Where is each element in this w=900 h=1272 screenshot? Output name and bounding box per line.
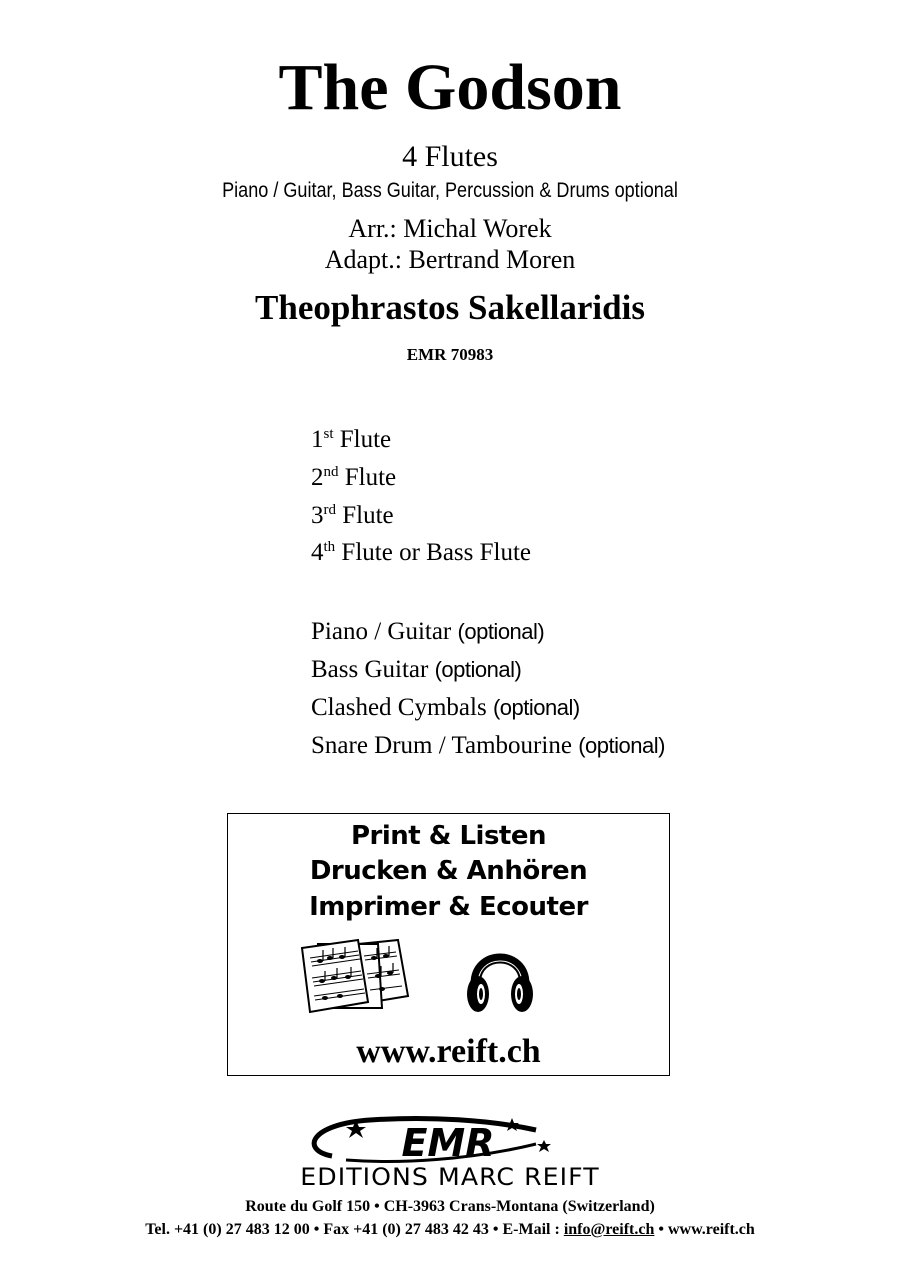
part-number: 3 xyxy=(311,502,324,529)
part-ordinal: rd xyxy=(323,502,336,518)
part-ordinal: st xyxy=(323,426,334,442)
contact-line: Tel. +41 (0) 27 483 12 00 • Fax +41 (0) 27 483 42 43 • E-Mail : info@reift.ch • www.reift.ch xyxy=(145,1221,755,1238)
part-bass-guitar xyxy=(311,655,521,685)
telephone: Tel. +41 (0) 27 483 12 00 xyxy=(145,1221,310,1238)
part-name: Bass Guitar xyxy=(311,656,429,683)
promo-website-link[interactable]: www.reift.ch xyxy=(356,1033,541,1070)
part-name: Clashed Cymbals xyxy=(311,694,487,721)
part-flute-3 xyxy=(311,501,394,531)
optional-note: (optional) xyxy=(492,695,580,720)
email-label: E-Mail : xyxy=(502,1221,560,1238)
optional-note: (optional) xyxy=(578,733,665,758)
part-ordinal: th xyxy=(323,539,336,555)
emr-logo xyxy=(300,1110,600,1166)
composer: Theophrastos Sakellaridis xyxy=(255,288,645,327)
part-flute-4 xyxy=(311,538,531,568)
instrumentation: 4 Flutes xyxy=(402,140,498,173)
part-flute-2 xyxy=(311,463,396,493)
publisher-name: EDITIONS MARC REIFT xyxy=(300,1163,600,1191)
fax: Fax +41 (0) 27 483 42 43 xyxy=(323,1221,489,1238)
promo-line-french: Imprimer & Ecouter xyxy=(309,892,588,922)
part-name: Flute or Bass Flute xyxy=(341,539,532,566)
website-link[interactable]: www.reift.ch xyxy=(668,1221,755,1238)
publisher-address: Route du Golf 150 • CH-3963 Crans-Montana (Switzerland) xyxy=(245,1198,655,1215)
email-link[interactable]: info@reift.ch xyxy=(563,1221,655,1238)
part-flute-1 xyxy=(311,425,391,455)
part-name: Snare Drum / Tambourine xyxy=(311,732,572,759)
catalog-number: EMR 70983 xyxy=(406,345,494,364)
part-piano-guitar xyxy=(311,617,544,647)
part-name: Flute xyxy=(344,464,397,491)
print-listen-box xyxy=(227,813,670,1076)
optional-note: (optional) xyxy=(457,619,545,644)
part-ordinal: nd xyxy=(323,464,339,480)
adapter: Adapt.: Bertrand Moren xyxy=(324,245,576,274)
promo-line-english: Print & Listen xyxy=(350,821,547,851)
page-title: The Godson xyxy=(278,51,622,124)
emr-logo-text: EMR xyxy=(401,1121,495,1165)
arranger: Arr.: Michal Worek xyxy=(348,214,552,243)
sheet-music-icon xyxy=(300,936,412,1018)
optional-note: (optional) xyxy=(434,657,522,682)
part-number: 4 xyxy=(311,539,324,566)
part-clashed-cymbals xyxy=(311,693,580,723)
part-name: Piano / Guitar xyxy=(311,618,452,645)
part-number: 1 xyxy=(311,426,324,453)
part-name: Flute xyxy=(342,502,394,529)
part-number: 2 xyxy=(311,464,324,491)
optional-instruments: Piano / Guitar, Bass Guitar, Percussion & Drums optional xyxy=(222,179,678,202)
part-snare-drum xyxy=(311,731,665,761)
part-name: Flute xyxy=(339,426,392,453)
promo-line-german: Drucken & Anhören xyxy=(309,856,588,886)
headphones-icon xyxy=(464,938,536,1018)
